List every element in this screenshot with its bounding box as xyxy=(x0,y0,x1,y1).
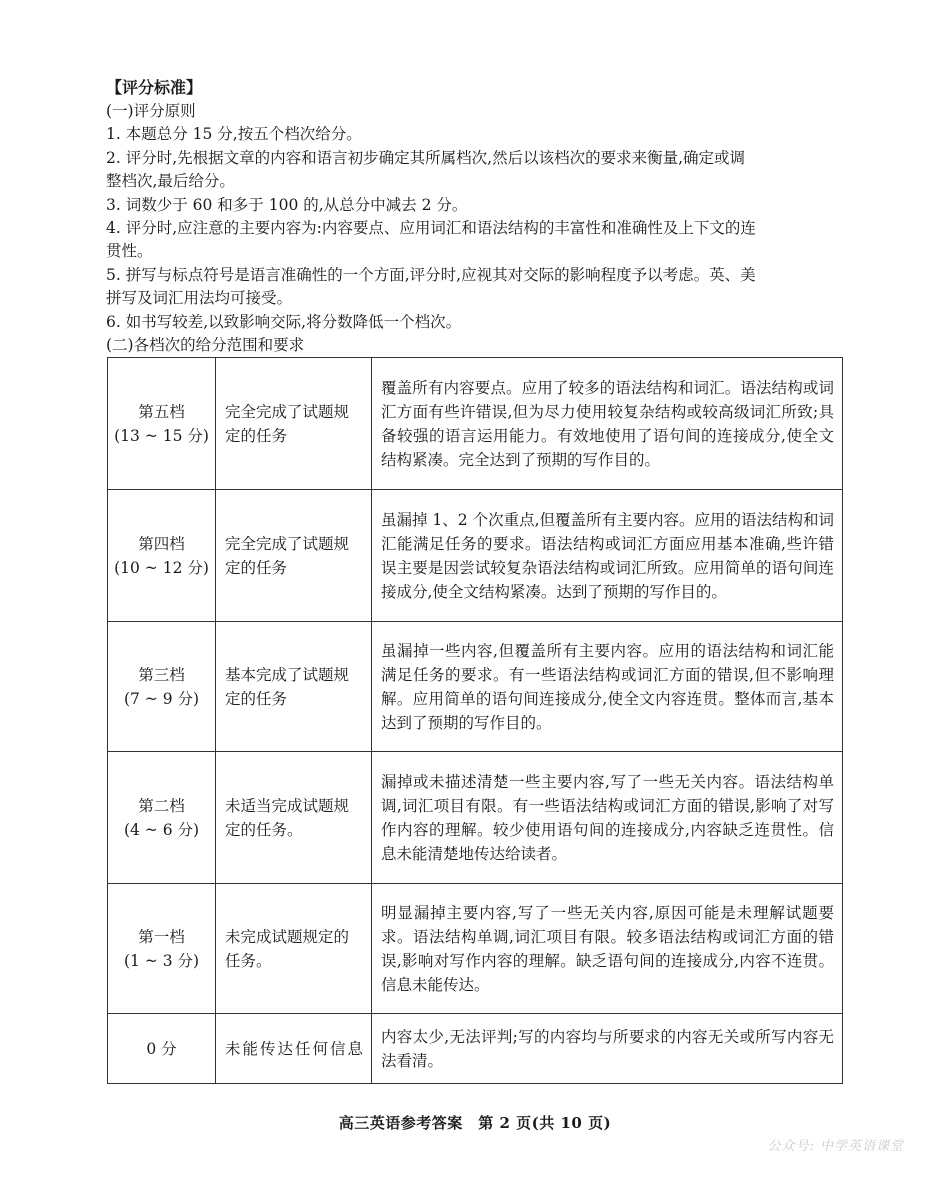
table-row xyxy=(108,1014,843,1084)
level-range: (4 ~ 6 分) xyxy=(123,820,200,839)
level-name: 第三档 xyxy=(138,665,185,684)
level-cell xyxy=(108,884,216,1014)
level-range: (10 ~ 12 分) xyxy=(114,558,209,577)
section-heading: 【评分标准】 xyxy=(106,78,203,97)
table-row xyxy=(108,752,843,884)
description-cell: 虽漏掉 1、2 个次重点,但覆盖所有主要内容。应用的语法结构和词汇能满足任务的要求。语法结构或词汇方面应用基本准确,些许错误主要是因尝试较复杂语法结构或词汇所致。应用简单的语句间连接成分,使全文结构紧凑。达到了预期的写作目的。 xyxy=(372,490,843,622)
description-cell: 漏掉或未描述清楚一些主要内容,写了一些无关内容。语法结构单调,词汇项目有限。有一些语法结构或词汇方面的错误,影响了对写作内容的理解。较少使用语句间的连接成分,内容缺乏连贯性。信息未能清楚地传达给读者。 xyxy=(372,752,843,884)
level-cell xyxy=(108,752,216,884)
principle-line: 拼写及词汇用法均可接受。 xyxy=(106,289,293,308)
levels-subheading: (二)各档次的给分范围和要求 xyxy=(106,336,305,355)
principle-line: 5. 拼写与标点符号是语言准确性的一个方面,评分时,应视其对交际的影响程度予以考虑。英、美 xyxy=(106,265,756,284)
level-cell xyxy=(108,1014,216,1084)
rubric-table xyxy=(107,357,843,1084)
watermark-text: 公众号: 中学英语课堂 xyxy=(767,1139,904,1154)
table-row xyxy=(108,490,843,622)
task-cell: 未能传达任何信息 xyxy=(216,1014,372,1084)
level-name: 第四档 xyxy=(138,534,185,553)
description-cell: 明显漏掉主要内容,写了一些无关内容,原因可能是未理解试题要求。语法结构单调,词汇项目有限。较多语法结构或词汇方面的错误,影响对写作内容的理解。缺乏语句间的连接成分,内容不连贯。信息未能传达。 xyxy=(372,884,843,1014)
principle-line: 3. 词数少于 60 和多于 100 的,从总分中减去 2 分。 xyxy=(106,195,468,214)
level-range: (13 ~ 15 分) xyxy=(114,426,209,445)
principle-line: 4. 评分时,应注意的主要内容为:内容要点、应用词汇和语法结构的丰富性和准确性及上下文的连 xyxy=(106,219,756,238)
page-footer: 高三英语参考答案 第 2 页(共 10 页) xyxy=(338,1114,612,1132)
principle-line: 整档次,最后给分。 xyxy=(106,172,235,191)
principle-line: 6. 如书写较差,以致影响交际,将分数降低一个档次。 xyxy=(106,312,462,331)
task-cell: 完全完成了试题规定的任务 xyxy=(216,490,372,622)
level-name: 第五档 xyxy=(138,402,185,421)
task-cell: 完全完成了试题规定的任务 xyxy=(216,358,372,490)
level-cell xyxy=(108,622,216,752)
level-range: (7 ~ 9 分) xyxy=(123,689,200,708)
level-cell xyxy=(108,490,216,622)
description-cell: 内容太少,无法评判;写的内容均与所要求的内容无关或所写内容无法看清。 xyxy=(372,1014,843,1084)
description-cell: 虽漏掉一些内容,但覆盖所有主要内容。应用的语法结构和词汇能满足任务的要求。有一些语法结构或词汇方面的错误,但不影响理解。应用简单的语句间连接成分,使全文内容连贯。整体而言,基本达到了预期的写作目的。 xyxy=(372,622,843,752)
task-cell: 未适当完成试题规定的任务。 xyxy=(216,752,372,884)
level-cell xyxy=(108,358,216,490)
table-row xyxy=(108,622,843,752)
level-name: 第一档 xyxy=(138,927,185,946)
level-name: 0 分 xyxy=(146,1039,177,1058)
table-row xyxy=(108,884,843,1014)
level-range: (1 ~ 3 分) xyxy=(123,951,200,970)
principle-line: 2. 评分时,先根据文章的内容和语言初步确定其所属档次,然后以该档次的要求来衡量,确定或调 xyxy=(106,148,745,167)
task-cell: 基本完成了试题规定的任务 xyxy=(216,622,372,752)
table-row xyxy=(108,358,843,490)
principles-subheading: (一)评分原则 xyxy=(106,102,196,120)
principle-line: 贯性。 xyxy=(106,242,153,261)
task-cell: 未完成试题规定的任务。 xyxy=(216,884,372,1014)
description-cell: 覆盖所有内容要点。应用了较多的语法结构和词汇。语法结构或词汇方面有些许错误,但为尽力使用较复杂结构或较高级词汇所致;具备较强的语言运用能力。有效地使用了语句间的连接成分,使全文结构紧凑。完全达到了预期的写作目的。 xyxy=(372,358,843,490)
level-name: 第二档 xyxy=(138,796,185,815)
principle-line: 1. 本题总分 15 分,按五个档次给分。 xyxy=(106,125,362,144)
scoring-section xyxy=(106,76,844,357)
